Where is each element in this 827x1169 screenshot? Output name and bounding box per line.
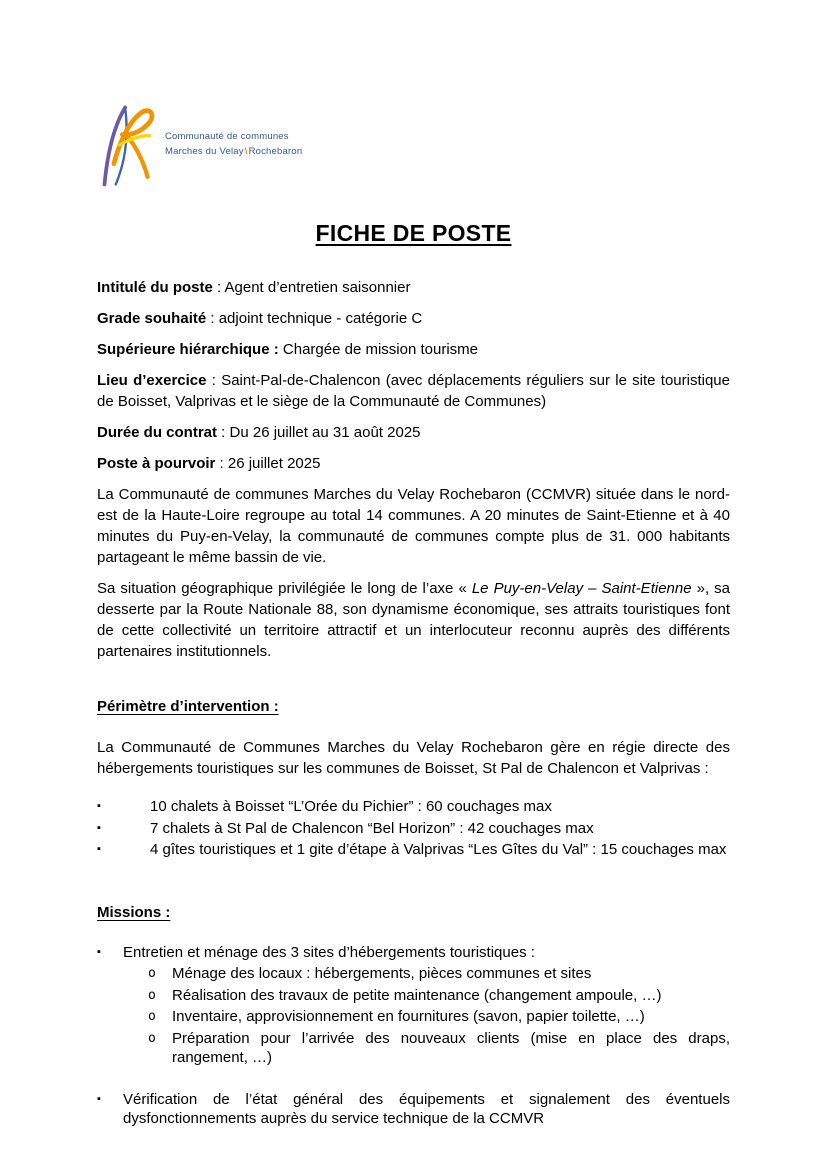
field-label: Durée du contrat (97, 424, 218, 441)
paragraph-situation (97, 578, 730, 662)
list-item-text: 10 chalets à Boisset “L’Orée du Pichier” : 60 couchages max (150, 798, 552, 815)
logo-org-name-part1: Marches du Velay (165, 146, 244, 157)
sub-list-item-text: Préparation pour l’arrivée des nouveaux clients (mise en place des draps, rangement, …) (172, 1029, 730, 1066)
list-item-text: Entretien et ménage des 3 sites d’hébergements touristiques : (123, 943, 535, 961)
sub-list-item (148, 964, 730, 984)
missions-sub-list (148, 964, 730, 1068)
logo-org-name-part2: Rochebaron (248, 146, 303, 157)
field-duree-du-contrat (97, 422, 730, 443)
list-item (97, 1090, 730, 1129)
field-value: Chargée de mission tourisme (278, 341, 478, 358)
field-label: Poste à pourvoir (97, 455, 216, 472)
list-item-text: Vérification de l’état général des équipements et signalement des éventuels dysfonctionnements auprès du service technique de la CCMVR (123, 1090, 730, 1127)
field-grade-souhaite (97, 308, 730, 329)
logo-text (165, 130, 302, 159)
list-item-text: 4 gîtes touristiques et 1 gite d’étape à Valprivas “Les Gîtes du Val” : 15 couchages max (150, 841, 727, 858)
field-value: : 26 juillet 2025 (215, 455, 321, 472)
field-label: Lieu d’exercice (97, 372, 207, 389)
perimetre-list (97, 797, 730, 860)
missions-list (97, 943, 730, 1129)
field-poste-a-pourvoir (97, 453, 730, 474)
document-title-text: FICHE DE POSTE (315, 220, 512, 246)
square-bullet-icon: ▪ (97, 800, 101, 812)
logo-org-name (165, 145, 302, 160)
section-heading-perimetre (97, 698, 730, 715)
square-bullet-icon: ▪ (97, 843, 101, 855)
list-item (97, 943, 730, 963)
list-item (97, 797, 730, 817)
field-intitule-du-poste (97, 277, 730, 298)
field-label: Supérieure hiérarchique : (97, 341, 279, 358)
paragraph-situation-axis: Le Puy-en-Velay – Saint-Etienne (471, 580, 692, 597)
circle-bullet-icon: o (148, 987, 156, 1003)
section-heading-missions-text: Missions : (97, 903, 171, 921)
paragraph-situation-after: », sa desserte par la Route Nationale 88, son dynamisme économique, ses attraits touristiques font de cette collectivité un territoire attractif et un interlocuteur reconnu auprès des différents partenaires institutionnels. (97, 580, 731, 660)
logo-slash-icon: \ (244, 146, 248, 157)
field-superieure-hierarchique (97, 339, 730, 360)
field-value: : Agent d’entretien saisonnier (212, 279, 411, 296)
square-bullet-icon: ▪ (97, 945, 101, 958)
sub-list-item-text: Ménage des locaux : hébergements, pièces communes et sites (172, 965, 592, 982)
square-bullet-icon: ▪ (97, 821, 101, 834)
circle-bullet-icon: o (148, 1030, 156, 1046)
logo-org-type: Communauté de communes (165, 131, 289, 143)
paragraph-situation-before: Sa situation géographique privilégiée le long de l’axe « (97, 580, 472, 597)
document-title (97, 220, 730, 247)
section-heading-perimetre-text: Périmètre d’intervention : (97, 698, 279, 715)
list-item-text: 7 chalets à St Pal de Chalencon “Bel Horizon” : 42 couchages max (150, 819, 594, 837)
field-label: Intitulé du poste (97, 279, 213, 296)
sub-list-item (148, 986, 730, 1006)
field-label: Grade souhaité (97, 310, 207, 327)
sub-list-item (148, 1007, 730, 1027)
circle-bullet-icon: o (148, 966, 156, 981)
field-lieu-exercice (97, 370, 730, 412)
list-item (97, 819, 730, 839)
field-value: : Saint-Pal-de-Chalencon (avec déplacements réguliers sur le site touristique de Boisset, Valprivas et le siège de la Communauté de Communes) (97, 372, 730, 410)
sub-list-item (148, 1029, 730, 1068)
field-value: : Du 26 juillet au 31 août 2025 (217, 424, 421, 441)
circle-bullet-icon: o (148, 1009, 156, 1024)
section-heading-missions (97, 904, 730, 921)
field-value: : adjoint technique - catégorie C (206, 310, 423, 327)
sub-list-item-text: Inventaire, approvisionnement en fournitures (savon, papier toilette, …) (172, 1008, 645, 1025)
sub-list-item-text: Réalisation des travaux de petite maintenance (changement ampoule, …) (172, 986, 662, 1004)
square-bullet-icon: ▪ (97, 1092, 101, 1105)
list-item (97, 840, 730, 860)
logo (97, 100, 397, 190)
paragraph-presentation: La Communauté de communes Marches du Velay Rochebaron (CCMVR) située dans le nord-est de la Haute-Loire regroupe au total 14 communes. A 20 minutes de Saint-Etienne et à 40 minutes du Puy-en-Velay, la communauté de communes compte plus de 31. 000 habitants partageant le même bassin de vie. (97, 486, 730, 566)
perimetre-intro: La Communauté de Communes Marches du Velay Rochebaron gère en régie directe des hébergements touristiques sur les communes de Boisset, St Pal de Chalencon et Valprivas : (97, 739, 730, 777)
logo-mark-icon (97, 103, 157, 187)
